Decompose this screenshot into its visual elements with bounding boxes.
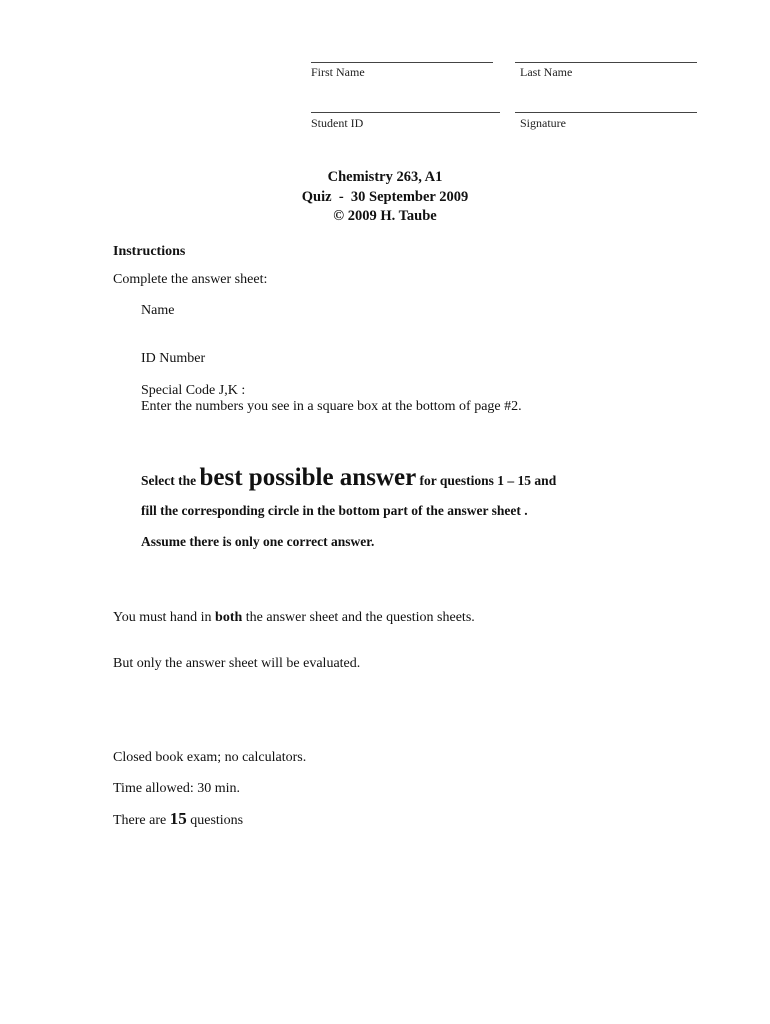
both-emphasis: both (215, 610, 243, 625)
special-code-item: Special Code J,K : (141, 383, 246, 398)
one-correct-answer-line: Assume there is only one correct answer. (141, 534, 375, 549)
best-answer-emphasis: best possible answer (199, 464, 417, 491)
student-id-label: Student ID (311, 116, 364, 130)
question-count-number: 15 (169, 809, 187, 828)
signature-label: Signature (520, 116, 566, 130)
first-name-label: First Name (311, 65, 365, 79)
question-count-line (113, 811, 243, 829)
last-name-line[interactable] (515, 62, 697, 63)
name-item: Name (141, 303, 175, 318)
student-id-line[interactable] (311, 112, 500, 113)
select-answer-line (141, 464, 556, 492)
last-name-label: Last Name (520, 65, 573, 79)
instructions-heading: Instructions (113, 244, 186, 259)
evaluated-line: But only the answer sheet will be evaluated. (113, 656, 361, 671)
hand-in-prefix: You must hand in (113, 610, 216, 625)
select-suffix: for questions 1 – 15 and (416, 473, 557, 488)
complete-sheet-text: Complete the answer sheet: (113, 272, 268, 287)
hand-in-suffix: the answer sheet and the question sheets. (242, 610, 475, 625)
course-title: Chemistry 263, A1 (327, 169, 443, 185)
first-name-line[interactable] (311, 62, 493, 63)
question-count-prefix: There are (113, 813, 170, 828)
signature-line[interactable] (515, 112, 697, 113)
copyright-line: © 2009 H. Taube (333, 208, 437, 224)
hand-in-line (113, 610, 475, 626)
quiz-date: Quiz - 30 September 2009 (301, 188, 469, 205)
fill-circle-line: fill the corresponding circle in the bottom part of the answer sheet . (141, 503, 528, 518)
time-allowed-line: Time allowed: 30 min. (113, 781, 241, 796)
question-count-suffix: questions (186, 813, 244, 828)
id-number-item: ID Number (141, 351, 206, 366)
special-code-detail: Enter the numbers you see in a square box at the bottom of page #2. (141, 399, 522, 414)
document-title-block (0, 168, 770, 227)
closed-book-line: Closed book exam; no calculators. (113, 750, 307, 765)
select-prefix: Select the (141, 473, 200, 488)
